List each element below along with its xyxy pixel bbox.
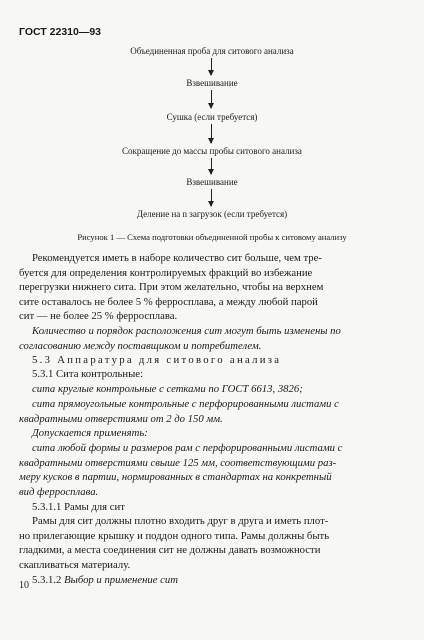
- text-line: сита любой формы и размеров рам с перфорированными листами с: [32, 442, 343, 454]
- arrow-down-icon: [211, 189, 212, 206]
- section-5-3-1-1-heading: [19, 500, 409, 515]
- figure-caption: Рисунок 1 — Схема подготовки объединенной пробы к ситовому анализу: [77, 232, 347, 242]
- text-line: сита круглые контрольные с сетками по ГОСТ 6613, 3826;: [32, 383, 303, 395]
- section-title: Выбор и применение сит: [64, 574, 178, 586]
- text-line: буется для определения контролируемых фракций во избежание: [19, 266, 313, 279]
- text-line: вид ферросплава.: [19, 485, 99, 498]
- arrow-down-icon: [211, 158, 212, 174]
- text-line: скапливаться материалу.: [19, 558, 131, 571]
- paragraph-rect-sieves: [19, 397, 409, 426]
- paragraph-frames: [19, 514, 409, 572]
- text-line: Рекомендуется иметь в наборе количество сит больше, чем тре-: [32, 252, 322, 264]
- text-line: Допускается применять:: [32, 427, 148, 439]
- text-line: гладкими, а места соединения сит не должны давать возможности: [19, 544, 321, 557]
- scheme-step-6: Деление на n загрузок (если требуется): [136, 209, 288, 219]
- section-5-3-1-2-heading: [19, 573, 409, 588]
- scheme-step-5: Взвешивание: [186, 177, 238, 187]
- text-line: Рамы для сит должны плотно входить друг в друга и иметь плот-: [32, 515, 329, 527]
- text-line: Количество и порядок расположения сит могут быть изменены по: [32, 325, 341, 337]
- text-line: меру кусков в партии, нормированных в стандартах на конкретный: [19, 471, 332, 484]
- section-number: 5.3.1.2: [32, 574, 62, 586]
- arrow-down-icon: [211, 90, 212, 108]
- text-line: согласованию между поставщиком и потребителем.: [19, 339, 262, 352]
- text-line: перегрузки нижнего сита. При этом желательно, чтобы на верхнем: [19, 281, 324, 294]
- scheme-step-3: Сушка (если требуется): [166, 112, 258, 122]
- paragraph-allowed: [19, 426, 409, 441]
- text-line: сите оставалось не более 5 % ферросплава, а между любой парой: [19, 295, 318, 308]
- page-number: 10: [19, 580, 29, 591]
- text-line: сита прямоугольные контрольные с перфорированными листами с: [32, 398, 339, 410]
- text-line: но прилегающие крышку и поддон одного типа. Рамы должны быть: [19, 529, 330, 542]
- document-header: ГОСТ 22310—93: [19, 26, 102, 38]
- section-title: 5.3 Аппаратура для ситового анализа: [32, 354, 282, 366]
- section-title: 5.3.1 Сита контрольные:: [32, 368, 143, 380]
- section-title: 5.3.1.1 Рамы для сит: [32, 501, 125, 513]
- paragraph-sieve-order: [19, 324, 409, 353]
- scheme-step-4: Сокращение до массы пробы ситового анализа: [122, 146, 302, 156]
- arrow-down-icon: [211, 58, 212, 75]
- section-5-3-1-heading: [19, 367, 409, 382]
- scheme-step-2: Взвешивание: [186, 78, 238, 88]
- paragraph-any-shape-sieves: [19, 441, 409, 499]
- text-line: квадратными отверстиями от 2 до 150 мм.: [19, 412, 223, 425]
- scheme-step-1: Объединенная проба для ситового анализа: [130, 46, 294, 56]
- paragraph-recommendation: [19, 251, 409, 324]
- text-line: сит — не более 25 % ферросплава.: [19, 310, 178, 323]
- arrow-down-icon: [211, 124, 212, 143]
- text-line: квадратными отверстиями свыше 125 мм, соответствующими раз-: [19, 456, 337, 469]
- paragraph-round-sieves: [19, 382, 409, 397]
- section-5-3-heading: [19, 353, 409, 368]
